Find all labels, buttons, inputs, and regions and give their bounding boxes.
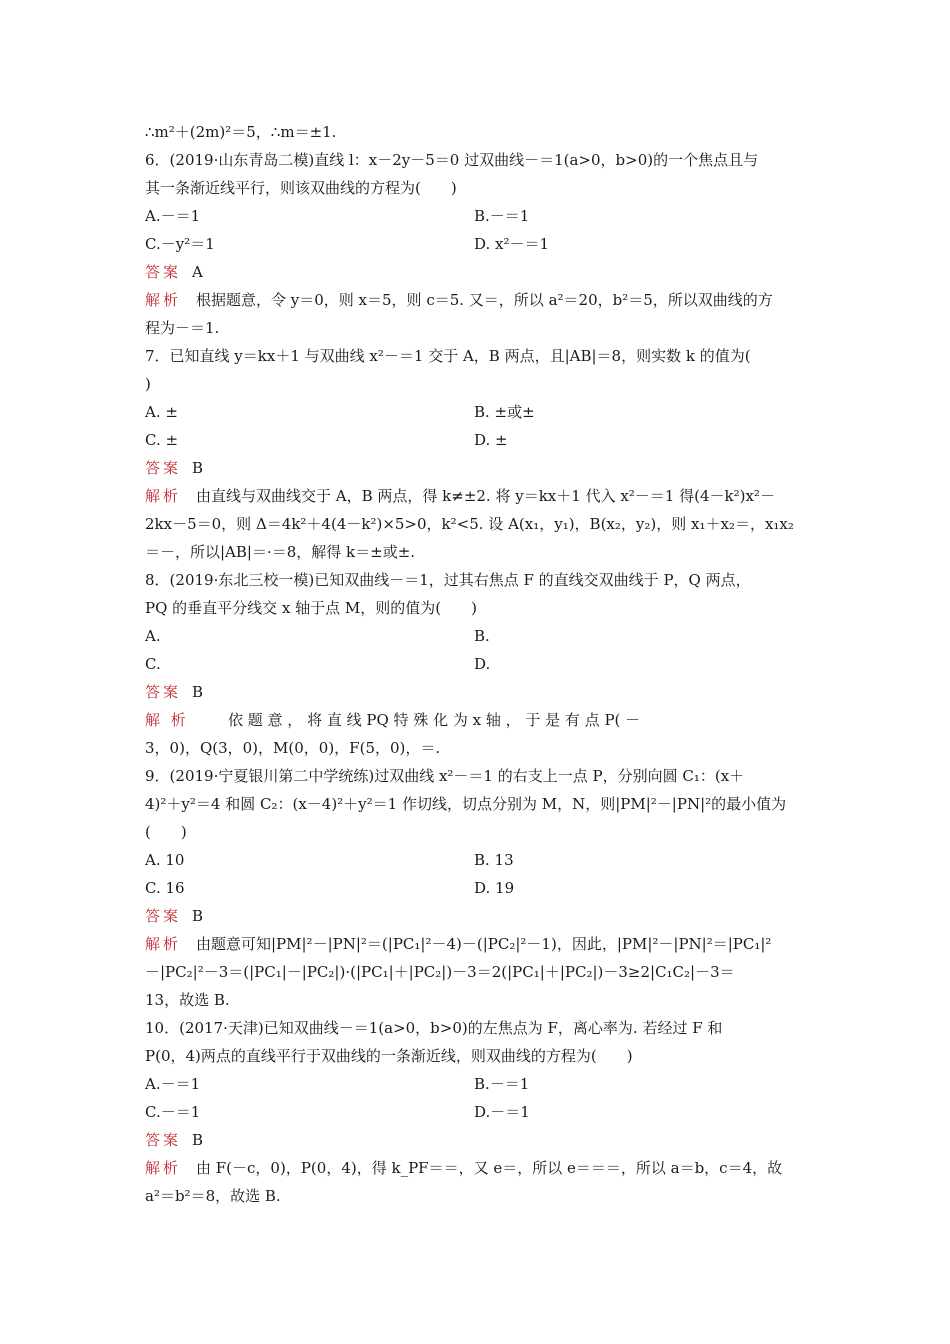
option-b: B.－＝1 bbox=[474, 207, 530, 225]
question-6-stem-cont: 其一条渐近线平行，则该双曲线的方程为( ) bbox=[145, 179, 457, 197]
answer-label: 答案 bbox=[145, 683, 182, 701]
answer-value: B bbox=[192, 1131, 204, 1149]
question-7-stem: 7．已知直线 y＝kx＋1 与双曲线 x²－＝1 交于 A，B 两点，且|AB|＝8，则实数 k 的值为( bbox=[145, 347, 751, 365]
option-a: A.－＝1 bbox=[145, 1075, 201, 1093]
option-c: C. 16 bbox=[145, 879, 185, 897]
option-c: C.－y²＝1 bbox=[145, 235, 215, 253]
analysis-label: 解析 bbox=[145, 935, 182, 953]
question-6-stem: 6．(2019·山东青岛二模)直线 l：x－2y－5＝0 过双曲线－＝1(a>0，b>0)的一个焦点且与 bbox=[145, 151, 759, 169]
analysis-text-cont: －|PC₂|²－3＝(|PC₁|－|PC₂|)·(|PC₁|＋|PC₂|)－3＝2(|PC₁|＋|PC₂|)－3≥2|C₁C₂|－3＝ bbox=[145, 963, 735, 981]
answer-value: B bbox=[192, 683, 204, 701]
option-a: A.－＝1 bbox=[145, 207, 201, 225]
analysis-text-cont: 3，0)，Q(3，0)，M(0，0)，F(5，0)，＝. bbox=[145, 739, 441, 757]
analysis-label: 解 析 bbox=[145, 711, 189, 729]
answer-value: A bbox=[192, 263, 203, 281]
question-9-stem-cont: ( ) bbox=[145, 823, 187, 841]
option-a: A. 10 bbox=[145, 851, 185, 869]
answer-value: B bbox=[192, 459, 204, 477]
option-c: C.－＝1 bbox=[145, 1103, 201, 1121]
option-d: D.－＝1 bbox=[474, 1103, 530, 1121]
question-7-stem-cont: ) bbox=[145, 375, 151, 393]
option-b: B. ±或± bbox=[474, 403, 535, 421]
option-a: A. bbox=[145, 627, 161, 645]
analysis-text-cont: 程为－＝1. bbox=[145, 319, 220, 337]
answer-label: 答案 bbox=[145, 263, 182, 281]
question-8-stem-cont: PQ 的垂直平分线交 x 轴于点 M，则的值为( ) bbox=[145, 599, 477, 617]
analysis-text-cont: 2kx－5＝0，则 Δ＝4k²＋4(4－k²)×5>0，k²<5. 设 A(x₁，y₁)，B(x₂，y₂)，则 x₁＋x₂＝，x₁x₂ bbox=[145, 515, 794, 533]
answer-value: B bbox=[192, 907, 204, 925]
text-line: ∴m²＋(2m)²＝5，∴m＝±1. bbox=[145, 123, 337, 141]
option-d: D. bbox=[474, 655, 491, 673]
analysis-text-cont: ＝－，所以|AB|＝·＝8，解得 k＝±或±. bbox=[145, 543, 416, 561]
analysis-label: 解析 bbox=[145, 487, 182, 505]
question-10-stem-cont: P(0，4)两点的直线平行于双曲线的一条渐近线，则双曲线的方程为( ) bbox=[145, 1047, 633, 1065]
question-10-stem: 10．(2017·天津)已知双曲线－＝1(a>0，b>0)的左焦点为 F，离心率为. 若经过 F 和 bbox=[145, 1019, 723, 1037]
analysis-label: 解析 bbox=[145, 291, 182, 309]
option-b: B.－＝1 bbox=[474, 1075, 530, 1093]
option-d: D. 19 bbox=[474, 879, 515, 897]
analysis-text-cont: a²＝b²＝8，故选 B. bbox=[145, 1187, 281, 1205]
option-b: B. bbox=[474, 627, 490, 645]
analysis-text: 根据题意，令 y＝0，则 x＝5，则 c＝5. 又＝，所以 a²＝20，b²＝5，所以双曲线的方 bbox=[196, 291, 773, 309]
analysis-text: 由直线与双曲线交于 A，B 两点，得 k≠±2. 将 y＝kx＋1 代入 x²－＝1 得(4－k²)x²－ bbox=[196, 487, 775, 505]
analysis-label: 解析 bbox=[145, 1159, 182, 1177]
option-d: D. ± bbox=[474, 431, 508, 449]
answer-label: 答案 bbox=[145, 1131, 182, 1149]
option-c: C. ± bbox=[145, 431, 179, 449]
question-9-stem: 9．(2019·宁夏银川第二中学统练)过双曲线 x²－＝1 的右支上一点 P，分别向圆 C₁：(x＋ bbox=[145, 767, 745, 785]
analysis-text: 由题意可知|PM|²－|PN|²＝(|PC₁|²－4)－(|PC₂|²－1)，因此，|PM|²－|PN|²＝|PC₁|² bbox=[196, 935, 772, 953]
analysis-text: 由 F(－c，0)，P(0，4)，得 k_PF＝＝，又 e＝，所以 e＝＝＝，所以 a＝b，c＝4，故 bbox=[196, 1159, 783, 1177]
question-9-stem-cont: 4)²＋y²＝4 和圆 C₂：(x－4)²＋y²＝1 作切线，切点分别为 M，N，则|PM|²－|PN|²的最小值为 bbox=[145, 795, 787, 813]
question-8-stem: 8．(2019·东北三校一模)已知双曲线－＝1，过其右焦点 F 的直线交双曲线于 P，Q 两点， bbox=[145, 571, 751, 589]
analysis-text-cont: 13，故选 B. bbox=[145, 991, 230, 1009]
analysis-text: 依 题 意 ， 将 直 线 PQ 特 殊 化 为 x 轴 ， 于 是 有 点 P( － bbox=[228, 711, 641, 729]
option-d: D. x²－＝1 bbox=[474, 235, 550, 253]
option-b: B. 13 bbox=[474, 851, 514, 869]
option-a: A. ± bbox=[145, 403, 178, 421]
option-c: C. bbox=[145, 655, 161, 673]
answer-label: 答案 bbox=[145, 907, 182, 925]
answer-label: 答案 bbox=[145, 459, 182, 477]
